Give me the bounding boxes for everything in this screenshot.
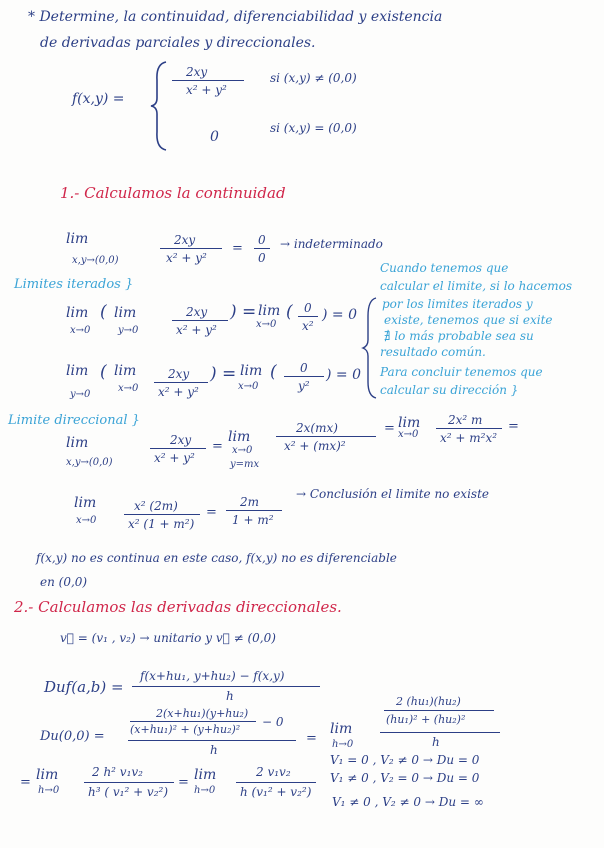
row-denominator: x² + y² — [176, 323, 217, 337]
open-paren: ( — [286, 302, 293, 322]
open-paren: ( — [100, 302, 107, 322]
result-inner-numerator: 2 (hu₁)(hu₂) — [396, 695, 461, 708]
open-paren: ( — [270, 362, 277, 382]
fraction-bar — [298, 316, 318, 317]
lim-word: lim — [66, 305, 89, 321]
condition-2: si (x,y) = (0,0) — [270, 121, 357, 135]
mid-denominator: y² — [298, 379, 310, 393]
du-denominator: h — [226, 689, 234, 703]
lim-denominator: x² + y² — [166, 251, 207, 265]
row-numerator: 2xy — [168, 367, 190, 381]
fraction-bar — [124, 514, 200, 515]
directional-label: Limite direccional } — [8, 413, 140, 428]
result-inner-denominator: (hu₁)² + (hu₂)² — [386, 713, 466, 726]
final-denominator-2: h (v₁² + v₂²) — [240, 785, 312, 799]
lim-word: lim — [330, 721, 353, 737]
lim-word: lim — [66, 363, 89, 379]
du00-inner-numerator: 2(x+hu₁)(y+hu₂) — [156, 707, 249, 720]
lim-word: lim — [228, 429, 251, 445]
mid-numerator: 0 — [304, 301, 312, 315]
note-line: calcular el limite, si lo hacemos — [380, 279, 573, 293]
du-lhs: Duf(a,b) = — [44, 678, 124, 696]
note-line: resultado común. — [380, 345, 486, 359]
du00-inner-denominator: (x+hu₁)² + (y+hu₂)² — [130, 723, 241, 736]
fraction-bar — [154, 382, 208, 383]
row-result: ) = 0 — [326, 367, 361, 383]
outer-subscript: y→0 — [70, 389, 91, 400]
lim-subscript: x,y→(0,0) — [72, 255, 119, 266]
lim-subscript: y=mx — [230, 459, 260, 470]
result-numerator: 0 — [258, 233, 266, 247]
lim-word: lim — [258, 303, 281, 319]
lim-word: lim — [240, 363, 263, 379]
note-line: existe, tenemos que si exite — [384, 313, 553, 327]
dir-numerator-5: 2m — [240, 495, 260, 509]
lim-subscript: h→0 — [332, 739, 354, 750]
indeterminado-label: → indeterminado — [280, 237, 383, 251]
dir-denominator-2: x² + (mx)² — [284, 439, 346, 453]
fraction-bar — [226, 510, 282, 511]
du00-denominator: h — [210, 743, 218, 757]
zero-value: 0 — [210, 129, 219, 145]
fraction-bar — [254, 248, 270, 249]
function-numerator: 2xy — [186, 65, 208, 79]
iterated-label: Limites iterados } — [14, 277, 134, 292]
du00-minus-zero: − 0 — [262, 715, 284, 729]
section-2-title: 2.- Calculamos las derivadas direccionales. — [14, 598, 342, 616]
lim-word: lim — [398, 415, 421, 431]
remark-line-2: en (0,0) — [40, 575, 88, 589]
fraction-bar — [172, 320, 228, 321]
open-paren: ( — [100, 362, 107, 382]
lim-numerator: 2xy — [174, 233, 196, 247]
conclusion-text: → Conclusión el limite no existe — [296, 487, 489, 501]
fraction-bar — [128, 740, 296, 741]
lim-word: lim — [194, 767, 217, 783]
header-line-2: de derivadas parciales y direccionales. — [40, 35, 316, 51]
mid-subscript: x→0 — [256, 319, 277, 330]
inner-subscript: x→0 — [118, 383, 139, 394]
note-line: por los limites iterados y — [382, 297, 533, 311]
lim-word: lim — [66, 435, 89, 451]
row-numerator: 2xy — [186, 305, 208, 319]
du00-lhs: Du(0,0) = — [40, 729, 105, 744]
lim-subscript: x→0 — [398, 429, 419, 440]
fraction-bar — [150, 448, 206, 449]
fraction-bar — [172, 80, 244, 81]
vector-definition: v⃗ = (v₁ , v₂) → unitario y v⃗ ≠ (0,0) — [60, 631, 276, 645]
fraction-bar — [160, 248, 222, 249]
lim-word: lim — [74, 495, 97, 511]
lim-word: lim — [66, 231, 89, 247]
fraction-bar — [380, 732, 500, 733]
close-paren: ) = — [210, 364, 237, 384]
condition-1: si (x,y) ≠ (0,0) — [270, 71, 357, 85]
mid-subscript: x→0 — [238, 381, 259, 392]
mid-numerator: 0 — [300, 361, 308, 375]
fraction-bar — [236, 782, 316, 783]
final-numerator-2: 2 v₁v₂ — [256, 765, 291, 779]
case-line: V₁ ≠ 0 , V₂ ≠ 0 → Du = ∞ — [332, 795, 484, 809]
row-denominator: x² + y² — [158, 385, 199, 399]
fraction-bar — [276, 436, 376, 437]
function-lhs: f(x,y) = — [72, 91, 125, 107]
note-line: Cuando tenemos que — [380, 261, 509, 275]
remark-line-1: f(x,y) no es continua en este caso, f(x,y) no es diferenciable — [36, 551, 397, 565]
equals-sign: = — [384, 421, 395, 436]
fraction-bar — [84, 782, 174, 783]
fraction-bar — [384, 710, 494, 711]
mid-denominator: x² — [302, 319, 314, 333]
close-paren: ) = — [230, 302, 257, 322]
dir-denominator-5: 1 + m² — [232, 513, 274, 527]
result-denominator: 0 — [258, 251, 266, 265]
equals-sign: = — [232, 241, 243, 256]
case-line: V₁ ≠ 0 , V₂ = 0 → Du = 0 — [330, 771, 480, 785]
dir-numerator-3: 2x² m — [448, 413, 483, 427]
dir-denominator-4: x² (1 + m²) — [128, 517, 195, 531]
dir-numerator-2: 2x(mx) — [296, 421, 338, 435]
note-line: calcular su dirección } — [380, 383, 519, 397]
lim-subscript: h→0 — [194, 785, 216, 796]
curly-brace-icon — [360, 296, 382, 400]
dir-numerator-1: 2xy — [170, 433, 192, 447]
curly-brace-icon — [148, 60, 170, 152]
equals-sign: = — [20, 775, 31, 790]
note-line: Para concluir tenemos que — [380, 365, 543, 379]
equals-sign: = — [508, 419, 519, 434]
lim-subscript: h→0 — [38, 785, 60, 796]
header-line-1: * Determine, la continuidad, diferenciabilidad y existencia — [28, 9, 443, 25]
equals-sign: = — [206, 505, 217, 520]
fraction-bar — [132, 686, 320, 687]
equals-sign: = — [306, 731, 317, 746]
lim-subscript: x→0 — [76, 515, 97, 526]
fraction-bar — [436, 428, 502, 429]
section-1-title: 1.- Calculamos la continuidad — [60, 184, 286, 202]
outer-subscript: x→0 — [70, 325, 91, 336]
function-denominator: x² + y² — [186, 83, 227, 97]
lim-word: lim — [114, 305, 137, 321]
lim-subscript: x→0 — [232, 445, 253, 456]
lim-word: lim — [36, 767, 59, 783]
du-numerator: f(x+hu₁, y+hu₂) − f(x,y) — [140, 669, 285, 683]
row-result: ) = 0 — [322, 307, 357, 323]
fraction-bar — [284, 376, 324, 377]
note-line: ∄ lo más probable sea su — [384, 329, 534, 343]
dir-denominator-3: x² + m²x² — [440, 431, 498, 445]
final-denominator-1: h³ ( v₁² + v₂²) — [88, 785, 169, 799]
inner-subscript: y→0 — [118, 325, 139, 336]
case-line: V₁ = 0 , V₂ ≠ 0 → Du = 0 — [330, 753, 480, 767]
lim-subscript: x,y→(0,0) — [66, 457, 113, 468]
final-numerator-1: 2 h² v₁v₂ — [92, 765, 143, 779]
equals-sign: = — [178, 775, 189, 790]
dir-numerator-4: x² (2m) — [134, 499, 178, 513]
dir-denominator-1: x² + y² — [154, 451, 195, 465]
lim-word: lim — [114, 363, 137, 379]
equals-sign: = — [212, 439, 223, 454]
result-denominator: h — [432, 735, 440, 749]
